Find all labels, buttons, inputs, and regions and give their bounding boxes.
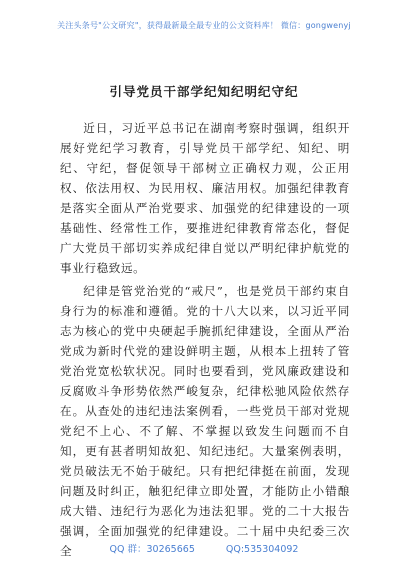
footer-qq: QQ:535304092 (225, 544, 299, 555)
document-body (60, 118, 350, 564)
footer (0, 541, 408, 555)
page-title: 引导党员干部学纪知纪明纪守纪 (109, 84, 299, 99)
header-banner: 关注头条号"公文研究"，获得最新最全最专业的公文资料库！ 微信：gongwenyj (57, 21, 351, 30)
paragraph: 纪律是管党治党的“戒尺”，也是党员干部约束自身行为的标准和遵循。党的十八大以来，以习近平同志为核心的党中央硬起手腕抓纪律建设，全面从严治党成为新时代党的建设鲜明主题，从根本上扭转了管党治党宽松软状况。同时也要看到，党风廉政建设和反腐败斗争形势依然严峻复杂，纪律松驰风险依然存在。从查处的违纪违法案例看，一些党员干部对党规党纪不上心、不了解、不掌握以致发生问题而不自知，更有甚者明知故犯、知纪违纪。大量案例表明，党员破法无不始于破纪。只有把纪律挺在前面，发现问题及时纠正，触犯纪律立即处置，才能防止小错酿成大错、违纪行为恶化为违法犯罪。党的二十大报告强调，全面加强党的纪律建设。二十届中央纪委三次全 (60, 284, 350, 558)
footer-qq-group: QQ 群：30265665 (109, 544, 195, 555)
paragraph: 近日，习近平总书记在湖南考察时强调，组织开展好党纪学习教育，引导党员干部学纪、知纪、明纪、守纪，督促领导干部树立正确权力观，公正用权、依法用权、为民用权、廉洁用权。加强纪律教育是落实全面从严治党要求、加强党的纪律建设的一项基础性、经常性工作，要推进纪律教育常态化，督促广大党员干部切实养成纪律自觉以严明纪律护航党的事业行稳致远。 (60, 121, 350, 275)
